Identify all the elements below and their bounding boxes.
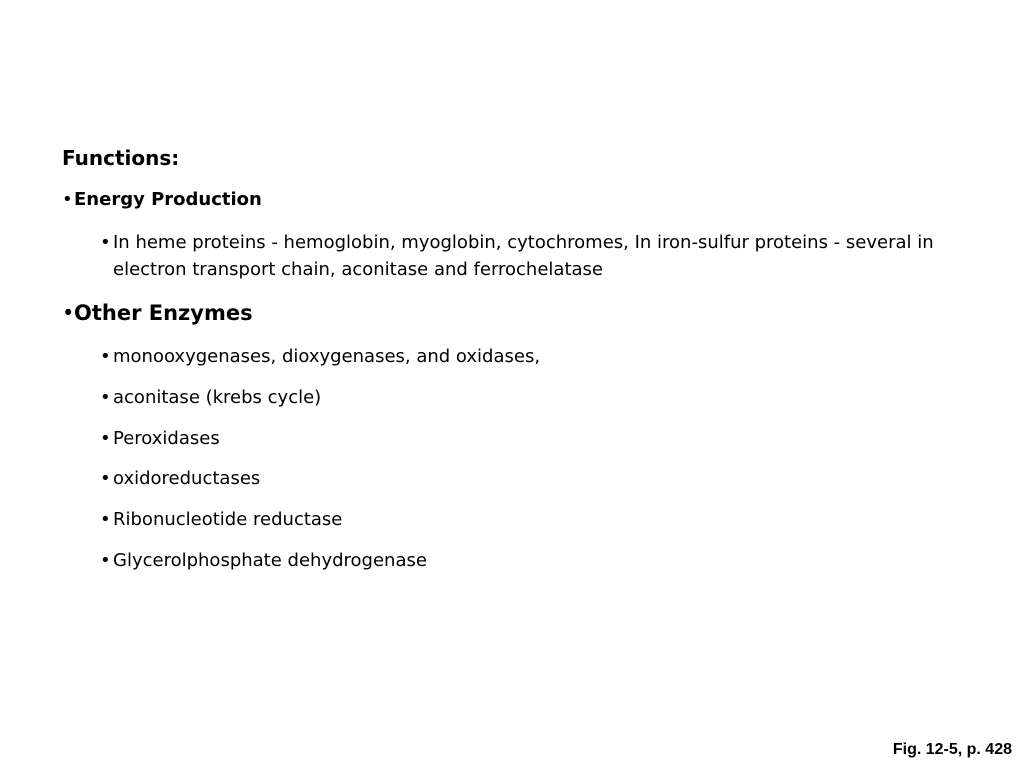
bullet-icon: • <box>100 346 111 367</box>
list-item-glycerolphosphate-dehydrogenase <box>100 547 427 574</box>
section-title-text: Other Enzymes <box>74 301 253 325</box>
list-item-text: In heme proteins - hemoglobin, myoglobin, cytochromes, In iron-sulfur proteins - several in electron transport chain, aconitase and ferrochelatase <box>113 232 934 280</box>
figure-caption: Fig. 12-5, p. 428 <box>892 741 1012 758</box>
bullet-icon: • <box>62 189 73 210</box>
list-item-text: Glycerolphosphate dehydrogenase <box>113 550 427 571</box>
bullet-icon: • <box>100 509 111 530</box>
list-item-text: Ribonucleotide reductase <box>113 509 343 530</box>
slide-heading: Functions: <box>62 146 180 170</box>
list-item-text: oxidoreductases <box>113 468 261 489</box>
list-item-text: aconitase (krebs cycle) <box>113 387 322 408</box>
list-item-peroxidases <box>100 425 220 452</box>
bullet-icon: • <box>100 232 111 253</box>
list-item-oxidoreductases <box>100 465 260 492</box>
list-item-heme-proteins <box>100 229 980 283</box>
section-title-text: Energy Production <box>74 189 262 210</box>
section-title-energy-production <box>62 188 262 212</box>
list-item-text: monooxygenases, dioxygenases, and oxidases, <box>113 346 541 367</box>
section-title-other-enzymes <box>62 299 253 327</box>
bullet-icon: • <box>100 428 111 449</box>
list-item-text: Peroxidases <box>113 428 220 449</box>
bullet-icon: • <box>100 468 111 489</box>
list-item-ribonucleotide-reductase <box>100 506 342 533</box>
bullet-icon: • <box>62 301 75 325</box>
bullet-icon: • <box>100 387 111 408</box>
list-item-aconitase <box>100 384 321 411</box>
bullet-icon: • <box>100 550 111 571</box>
list-item-oxygenases <box>100 343 540 370</box>
